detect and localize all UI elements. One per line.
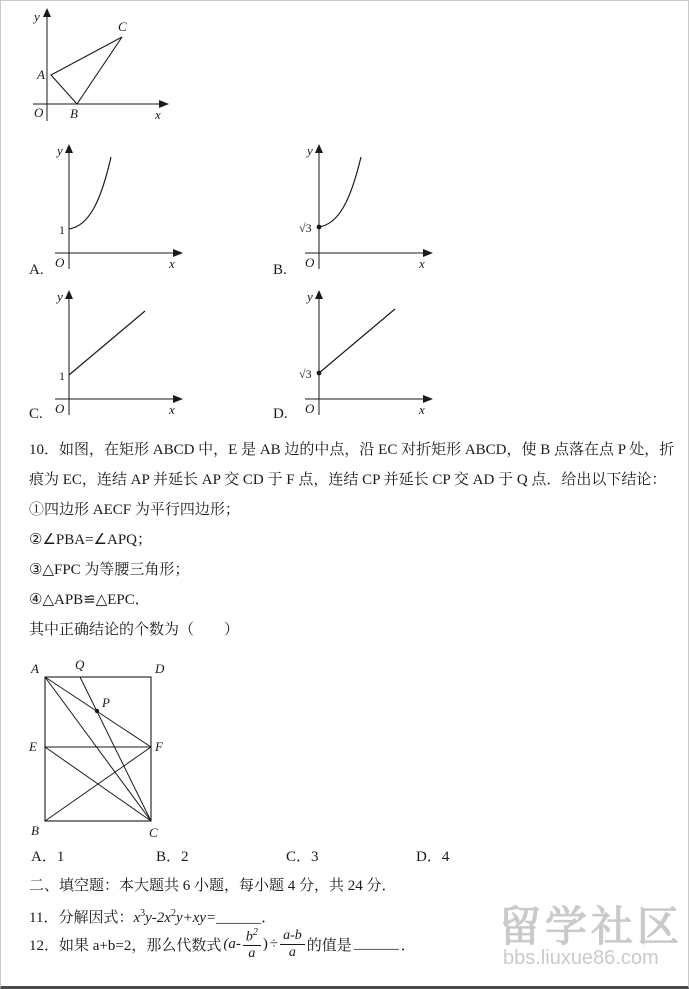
origin-label: O bbox=[55, 401, 65, 416]
option-a-graph bbox=[49, 141, 191, 273]
q10-item1: ①四边形 AECF 为平行四边形； bbox=[29, 502, 240, 518]
point-a-label: A bbox=[31, 661, 39, 676]
q12-end: ． bbox=[400, 937, 416, 954]
option-b-graph bbox=[299, 141, 441, 273]
x-axis-label: x bbox=[155, 107, 161, 122]
y-axis-arrow bbox=[315, 144, 323, 153]
ray-line bbox=[319, 309, 395, 373]
intercept-label: 1 bbox=[59, 223, 65, 237]
option-a-label: A. bbox=[29, 262, 44, 278]
q12-line bbox=[29, 927, 416, 961]
point-f-label: F bbox=[155, 739, 163, 754]
q11-term3: y+xy= bbox=[175, 910, 217, 926]
frac1-denominator: a bbox=[248, 946, 256, 962]
intercept-label: √3 bbox=[299, 367, 312, 381]
q10-tail: 其中正确结论的个数为（ ） bbox=[29, 622, 240, 638]
point-q-label: Q bbox=[75, 657, 85, 672]
answer-d: D．4 bbox=[416, 849, 450, 865]
q12-open-paren: (a- bbox=[223, 935, 241, 952]
origin-label: O bbox=[34, 105, 44, 120]
q10-item3: ③△FPC 为等腰三角形； bbox=[29, 562, 190, 578]
q12-fraction-2 bbox=[280, 928, 305, 960]
intercept-label: 1 bbox=[59, 369, 65, 383]
segment-qc bbox=[80, 677, 151, 821]
x-axis-label: x bbox=[419, 256, 425, 271]
ray-line bbox=[69, 311, 145, 375]
point-p-dot bbox=[95, 709, 99, 713]
q10-item4: ④△APB≌△EPC． bbox=[29, 592, 150, 608]
point-d-label: D bbox=[155, 661, 165, 676]
q10-line2: 痕为 EC，连结 AP 并延长 AP 交 CD 于 F 点，连结 CP 并延长 CP 交 AD 于 Q 点．给出以下结论： bbox=[29, 472, 667, 488]
option-d-graph bbox=[299, 287, 441, 419]
q11-exp1: 3 bbox=[140, 908, 146, 919]
y-axis-label: y bbox=[307, 143, 313, 158]
frac1-numerator: $b^2$ bbox=[243, 927, 261, 946]
triangle-abc bbox=[51, 37, 122, 104]
q11-blank: ______ bbox=[216, 910, 262, 926]
origin-label: O bbox=[305, 255, 315, 270]
x-axis-label: x bbox=[169, 256, 175, 271]
y-axis-label: y bbox=[57, 289, 63, 304]
origin-label: O bbox=[305, 401, 315, 416]
curve bbox=[319, 157, 361, 227]
q11-exp2: 2 bbox=[170, 908, 176, 919]
point-p-label: P bbox=[102, 695, 110, 710]
q12-suffix: 的值是 bbox=[306, 937, 352, 954]
y-axis-label: y bbox=[34, 9, 40, 24]
q11-end: ． bbox=[261, 910, 277, 926]
q11-term2: y-2x bbox=[145, 910, 171, 926]
option-c-label: C. bbox=[29, 406, 43, 422]
triangle-coordinate-figure bbox=[27, 7, 179, 133]
curve bbox=[69, 157, 111, 229]
point-a-label: A bbox=[37, 67, 45, 82]
q12-blank: ______ bbox=[353, 935, 399, 952]
point-c-label: C bbox=[149, 825, 158, 840]
q11-line bbox=[29, 903, 276, 929]
q10-line1: 10．如图，在矩形 ABCD 中，E 是 AB 边的中点，沿 EC 对折矩形 ABCD，使 B 点落在点 P 处，折 bbox=[29, 442, 675, 458]
q12-divide-sign: ÷ bbox=[269, 935, 279, 952]
x-axis-label: x bbox=[419, 402, 425, 417]
answer-b: B．2 bbox=[156, 849, 189, 865]
y-axis-label: y bbox=[307, 289, 313, 304]
q12-fraction-1 bbox=[243, 927, 261, 961]
x-axis-label: x bbox=[169, 402, 175, 417]
point-b-label: B bbox=[70, 106, 78, 121]
y-axis-label: y bbox=[57, 143, 63, 158]
option-d-label: D. bbox=[273, 406, 288, 422]
y-axis-arrow bbox=[43, 8, 51, 17]
q10-item2: ②∠PBA=∠APQ； bbox=[29, 532, 152, 548]
q12-close-paren: ) bbox=[262, 935, 268, 952]
segment-ac bbox=[45, 677, 151, 821]
watermark-url: bbs.liuxue86.com bbox=[503, 947, 659, 969]
answer-a: A．1 bbox=[31, 849, 65, 865]
y-axis-arrow bbox=[65, 144, 73, 153]
point-c-label: C bbox=[118, 19, 127, 34]
frac2-numerator: a-b bbox=[280, 928, 305, 944]
option-c-graph bbox=[49, 287, 191, 419]
intercept-label: √3 bbox=[299, 221, 312, 235]
rectangle-fold-figure bbox=[23, 653, 193, 843]
q11-prefix: 11．分解因式： bbox=[29, 910, 134, 926]
frac2-denominator: a bbox=[288, 944, 296, 960]
q12-prefix: 12．如果 a+b=2，那么代数式 bbox=[29, 937, 222, 954]
point-b-label: B bbox=[31, 823, 39, 838]
intercept-dot bbox=[317, 225, 322, 230]
y-axis-arrow bbox=[315, 290, 323, 299]
q11-term1: x bbox=[133, 910, 141, 926]
watermark-logo: 留学社区 bbox=[499, 903, 684, 950]
section2-heading: 二、填空题：本大题共 6 小题，每小题 4 分，共 24 分． bbox=[29, 878, 397, 894]
point-e-label: E bbox=[29, 739, 37, 754]
y-axis-arrow bbox=[65, 290, 73, 299]
option-b-label: B. bbox=[273, 262, 287, 278]
answer-c: C．3 bbox=[286, 849, 319, 865]
origin-label: O bbox=[55, 255, 65, 270]
intercept-dot bbox=[317, 371, 322, 376]
